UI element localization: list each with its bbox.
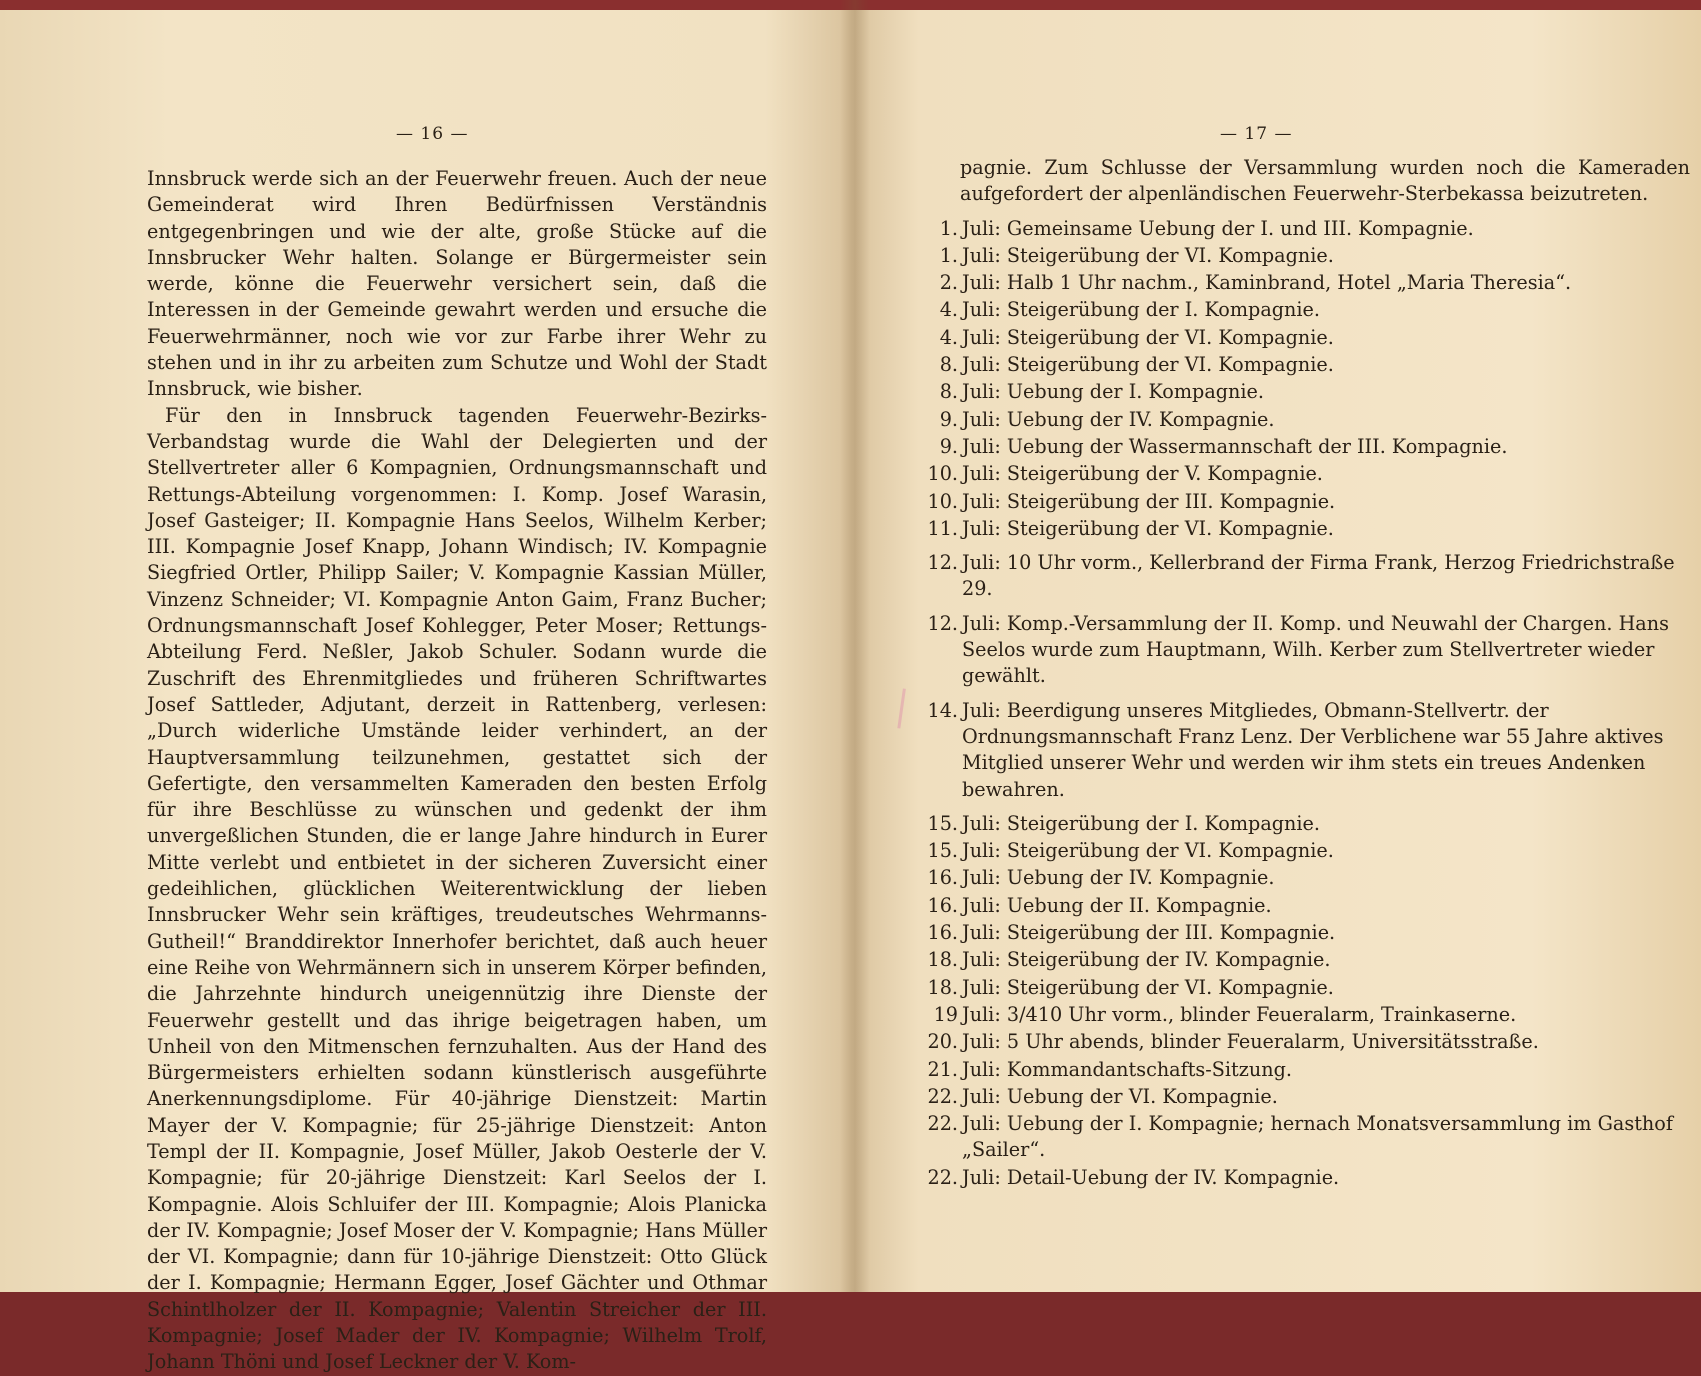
entry-text: Juli: Halb 1 Uhr nachm., Kaminbrand, Hotel „Maria Theresia“. <box>962 271 1572 295</box>
entry-day: 14. <box>927 698 958 722</box>
entry-text: Juli: Steigerübung der III. Kompagnie. <box>962 921 1336 945</box>
entry-day: 2. <box>939 271 958 295</box>
list-item <box>870 550 1690 603</box>
entry-day: 16. <box>927 893 958 917</box>
intro-paragraph: pagnie. Zum Schlusse der Versammlung wurden noch die Kameraden aufgefordert der alpenländischen Feuerwehr-Sterbekassa beizutreten. <box>960 156 1690 206</box>
list-item <box>870 516 1690 542</box>
entry-text: Juli: Uebung der IV. Kompagnie. <box>962 407 1275 431</box>
list-item <box>870 1029 1690 1055</box>
list-item <box>870 489 1690 515</box>
list-item <box>870 611 1690 690</box>
list-item <box>870 1084 1690 1110</box>
list-item <box>870 434 1690 460</box>
list-item <box>870 975 1690 1001</box>
list-item <box>870 1165 1690 1191</box>
entry-text: Juli: Steigerübung der VI. Kompagnie. <box>962 325 1334 349</box>
list-item <box>870 243 1690 269</box>
entry-text: Juli: 5 Uhr abends, blinder Feueralarm, Universitätsstraße. <box>962 1030 1539 1054</box>
paragraph: Für den in Innsbruck tagenden Feuerwehr-Bezirks-Verbandstag wurde die Wahl der Delegierten und der Stellvertreter aller 6 Kompagnien, Ordnungsmannschaft und Rettungs-Abteilung vorgenommen: I. Komp. Josef Warasin, Josef Gasteiger; II. Kompagnie Hans Seelos, Wilhelm Kerber; III. Kompagnie Josef Knapp, Johann Windisch; IV. Kompagnie Siegfried Ortler, Philipp Sailer; V. Kompagnie Kassian Müller, Vinzenz Schneider; VI. Kompagnie Anton Gaim, Franz Bucher; Ordnungsmannschaft Josef Kohlegger, Peter Moser; Rettungs-Abteilung Ferd. Neßler, Jakob Schuler. Sodann wurde die Zuschrift des Ehrenmitgliedes und früheren Schriftwartes Josef Sattleder, Adjutant, derzeit in Rattenberg, verlesen: „Durch widerliche Umstände leider verhindert, an der Hauptversammlung teilzunehmen, gestattet sich der Gefertigte, den versammelten Kameraden den besten Erfolg für ihre Beschlüsse zu wünschen und gedenkt der ihm unvergeßlichen Stunden, die er lange Jahre hindurch in Eurer Mitte verlebt und entbietet in der sicheren Zuversicht einer gedeihlichen, glücklichen Weiterentwicklung der lieben Innsbrucker Wehr sein kräftiges, treudeutsches Wehrmanns-Gutheil!“ Branddirektor Innerhofer berichtet, daß auch heuer eine Reihe von Wehrmännern sich in unserem Körper befinden, die Jahrzehnte hindurch uneigennützig ihre Dienste der Feuerwehr gestellt und das ihrige beigetragen haben, um Unheil von den Mitmenschen fernzuhalten. Aus der Hand des Bürgermeisters erhielten sodann künstlerisch ausgeführte Anerkennungsdiplome. Für 40-jährige Dienstzeit: Martin Mayer der V. Kompagnie; für 25-jährige Dienstzeit: Anton Templ der II. Kompagnie, Josef Müller, Jakob Oesterle der V. Kompagnie; für 20-jährige Dienstzeit: Karl Seelos der I. Kompagnie. Alois Schluifer der III. Kompagnie; Alois Planicka der IV. Kompagnie; Josef Moser der V. Kompagnie; Hans Müller der VI. Kompagnie; dann für 10-jährige Dienstzeit: Otto Glück der I. Kompagnie; Hermann Egger, Josef Gächter und Othmar Schintlholzer der II. Kompagnie; Valentin Streicher der III. Kompagnie; Josef Mader der IV. Kompagnie; Wilhelm Trolf, Johann Thöni und Josef Leckner der V. Kom- <box>147 403 767 1374</box>
entry-day: 16. <box>927 866 958 890</box>
entry-day: 4. <box>939 298 958 322</box>
list-item <box>870 698 1690 803</box>
list-item <box>870 865 1690 891</box>
entry-day: 4. <box>939 325 958 349</box>
entry-text: Juli: Kommandantschafts-Sitzung. <box>962 1057 1292 1081</box>
entry-day: 16. <box>927 921 958 945</box>
page-number-right: — 17 — <box>1220 124 1293 144</box>
list-item <box>870 461 1690 487</box>
entry-day: 18. <box>927 948 958 972</box>
page-number-left: — 16 — <box>396 124 469 144</box>
list-item <box>870 270 1690 296</box>
entry-text: Juli: 10 Uhr vorm., Kellerbrand der Firma Frank, Herzog Friedrichstraße 29. <box>962 551 1675 601</box>
list-item <box>870 379 1690 405</box>
entry-text: Juli: Gemeinsame Uebung der I. und III. Kompagnie. <box>962 216 1474 240</box>
entry-day: 10. <box>927 489 958 513</box>
entry-text: Juli: Steigerübung der VI. Kompagnie. <box>962 839 1334 863</box>
entry-day: 8. <box>939 353 958 377</box>
entry-text: Juli: Uebung der I. Kompagnie. <box>962 380 1264 404</box>
list-item <box>870 838 1690 864</box>
entry-text: Juli: 3/410 Uhr vorm., blinder Feueralarm, Trainkaserne. <box>962 1002 1517 1026</box>
entry-text: Juli: Uebung der VI. Kompagnie. <box>962 1084 1278 1108</box>
entry-day: 22. <box>927 1112 958 1136</box>
list-item <box>870 407 1690 433</box>
entry-day: 20. <box>927 1030 958 1054</box>
list-item <box>870 893 1690 919</box>
entry-text: Juli: Steigerübung der VI. Kompagnie. <box>962 243 1334 267</box>
entry-day: 9. <box>939 434 958 458</box>
list-item <box>870 1002 1690 1028</box>
entry-text: Juli: Uebung der Wassermannschaft der III. Kompagnie. <box>962 434 1508 458</box>
right-page <box>850 0 1701 1292</box>
left-page-text <box>147 166 767 1376</box>
entry-text: Juli: Steigerübung der VI. Kompagnie. <box>962 516 1334 540</box>
list-item <box>870 297 1690 323</box>
entry-day: 19 <box>933 1002 958 1026</box>
entry-day: 9. <box>939 407 958 431</box>
entry-text: Juli: Steigerübung der I. Kompagnie. <box>962 811 1320 835</box>
entry-text: Juli: Steigerübung der VI. Kompagnie. <box>962 353 1334 377</box>
paragraph: Innsbruck werde sich an der Feuerwehr freuen. Auch der neue Gemeinderat wird Ihren Bedürfnissen Verständnis entgegenbringen und wie der alte, große Stücke auf die Innsbrucker Wehr halten. Solange er Bürgermeister sein werde, könne die Feuerwehr versichert sein, daß die Interessen in der Gemeinde gewahrt werden und ersuche die Feuerwehrmänner, noch wie vor zur Farbe ihrer Wehr zu stehen und in ihr zu arbeiten zum Schutze und Wohl der Stadt Innsbruck, wie bisher. <box>147 167 767 401</box>
list-item <box>870 325 1690 351</box>
entry-day: 1. <box>939 216 958 240</box>
list-item <box>870 1111 1690 1164</box>
list-item <box>870 352 1690 378</box>
entry-day: 18. <box>927 975 958 999</box>
entry-day: 22. <box>927 1084 958 1108</box>
list-item <box>870 1057 1690 1083</box>
entry-day: 12. <box>927 551 958 575</box>
entry-day: 15. <box>927 839 958 863</box>
list-item <box>870 947 1690 973</box>
entry-text: Juli: Beerdigung unseres Mitgliedes, Obmann-Stellvertr. der Ordnungsmannschaft Franz Lenz. Der Verblichene war 55 Jahre aktives Mitglied unserer Wehr und werden wir ihm stets ein treues Andenken bewahren. <box>962 698 1664 801</box>
left-page <box>0 0 850 1374</box>
entry-text: Juli: Steigerübung der I. Kompagnie. <box>962 298 1320 322</box>
entry-text: Juli: Steigerübung der V. Kompagnie. <box>962 462 1323 486</box>
entry-text: Juli: Detail-Uebung der IV. Kompagnie. <box>962 1165 1340 1189</box>
entry-day: 21. <box>927 1057 958 1081</box>
list-item <box>870 811 1690 837</box>
entry-text: Juli: Steigerübung der III. Kompagnie. <box>962 489 1336 513</box>
entry-text: Juli: Uebung der I. Kompagnie; hernach Monatsversammlung im Gasthof „Sailer“. <box>962 1112 1673 1162</box>
list-item <box>870 216 1690 242</box>
entry-day: 10. <box>927 462 958 486</box>
chronicle-list <box>870 155 1690 1192</box>
entry-text: Juli: Komp.-Versammlung der II. Komp. und Neuwahl der Chargen. Hans Seelos wurde zum Hauptmann, Wilh. Kerber zum Stellvertreter wieder gewählt. <box>962 611 1669 688</box>
entry-day: 8. <box>939 380 958 404</box>
entry-day: 22. <box>927 1165 958 1189</box>
entry-day: 11. <box>927 516 958 540</box>
entry-text: Juli: Steigerübung der IV. Kompagnie. <box>962 948 1331 972</box>
entry-text: Juli: Uebung der II. Kompagnie. <box>962 893 1272 917</box>
entry-day: 15. <box>927 811 958 835</box>
entry-day: 12. <box>927 611 958 635</box>
list-item <box>870 920 1690 946</box>
entry-text: Juli: Uebung der IV. Kompagnie. <box>962 866 1275 890</box>
entry-day: 1. <box>939 243 958 267</box>
entry-text: Juli: Steigerübung der VI. Kompagnie. <box>962 975 1334 999</box>
